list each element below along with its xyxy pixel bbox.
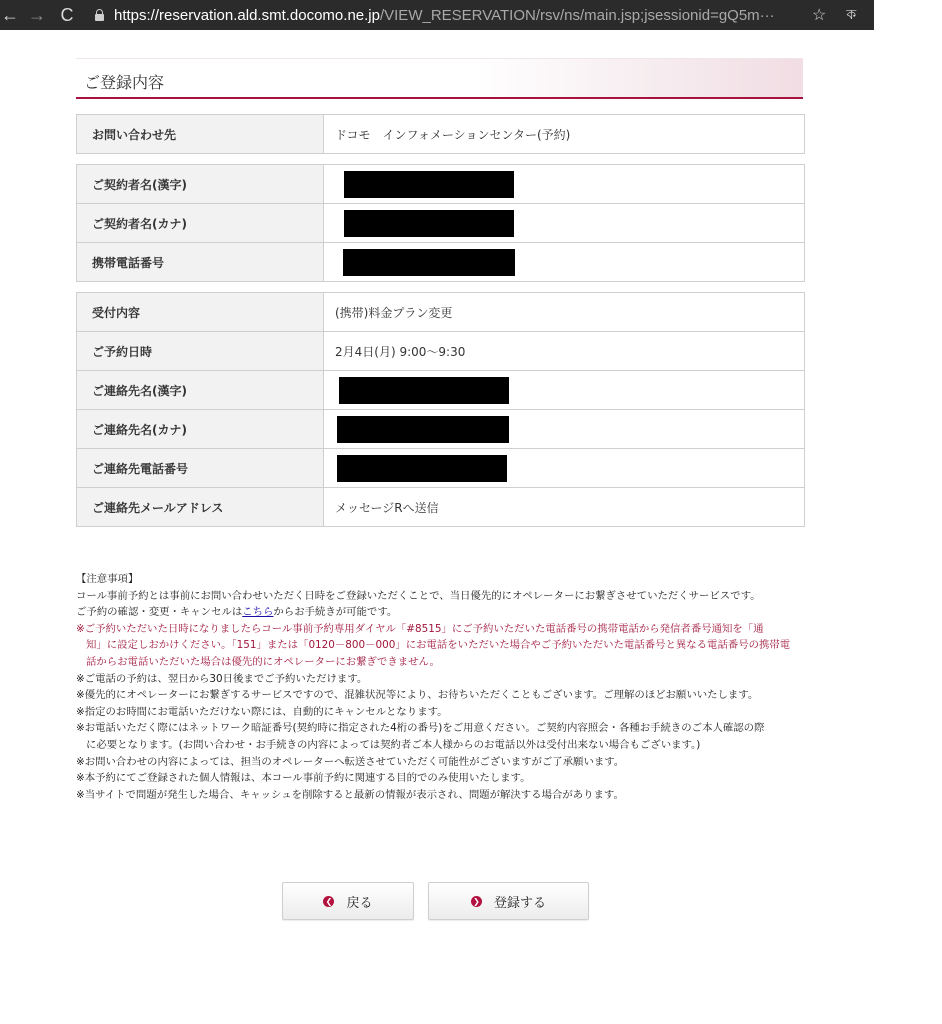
notes-heading: 【注意事項】 (76, 573, 139, 585)
back-button-label: 戻る (346, 895, 373, 911)
reservation-manage-link[interactable]: こちら (242, 606, 274, 619)
note-line (76, 604, 816, 621)
chevron-right-icon: ❯ (471, 896, 482, 907)
row-value (324, 371, 805, 410)
redacted-block (337, 455, 507, 482)
row-label: 受付内容 (77, 293, 324, 332)
table-row (77, 410, 805, 449)
row-value: ドコモ インフォメーションセンター(予約) (324, 115, 805, 154)
address-bar[interactable] (114, 7, 804, 24)
note-line: ※お電話いただく際にはネットワーク暗証番号(契約時に指定された4桁の番号)をご用意ください。ご契約内容照会・各種お手続きのご本人確認の際 (76, 722, 765, 735)
row-label: ご予約日時 (77, 332, 324, 371)
row-value (324, 449, 805, 488)
row-label: ご連絡先メールアドレス (77, 488, 324, 527)
redacted-block (339, 377, 509, 404)
url-host: https://reservation.ald.smt.docomo.ne.jp (114, 6, 380, 24)
table-row (77, 488, 805, 527)
lock-icon[interactable] (94, 9, 104, 21)
row-label: お問い合わせ先 (77, 115, 324, 154)
warning-line: 知」に設定しおかけください。「151」または「0120－800－000」にお電話をいただいた場合やご予約いただいた電話番号と異なる電話番号の携帯電 (86, 639, 791, 652)
redacted-block (344, 171, 514, 198)
back-button[interactable] (282, 882, 414, 920)
warning-line: 話からお電話いただいた場合は優先的にオペレーターにお繋ぎできません。 (86, 655, 440, 668)
table-row (77, 332, 805, 371)
row-value: メッセージRへ送信 (324, 488, 805, 527)
table-row (77, 449, 805, 488)
register-button-label: 登録する (493, 895, 546, 911)
register-button[interactable] (428, 882, 589, 920)
note-text: からお手続きが可能です。 (273, 606, 398, 619)
redacted-block (344, 210, 514, 237)
note-line: ※お問い合わせの内容によっては、担当のオペレーターへ転送させていただく可能性がございますがご了承願います。 (76, 755, 625, 768)
row-label: ご契約者名(カナ) (77, 204, 324, 243)
table-row (77, 293, 805, 332)
contract-table (76, 164, 805, 282)
reload-icon[interactable]: C (60, 4, 74, 25)
url-path: /VIEW_RESERVATION/rsv/ns/main.jsp;jsessionid=gQ5m··· (379, 6, 775, 24)
note-text: ご予約の確認・変更・キャンセルは (76, 606, 243, 619)
note-line: コール事前予約とは事前にお問い合わせいただく日時をご登録いただくことで、当日優先的にオペレーターにお繋ぎさせていただくサービスです。 (76, 589, 761, 602)
note-line: に必要となります。(お問い合わせ・お手続きの内容によっては契約者ご本人様からのお電話以外は受付出来ない場合もございます。) (86, 738, 701, 751)
row-value: (携帯)料金プラン変更 (324, 293, 805, 332)
table-row (77, 371, 805, 410)
row-label: ご連絡先名(漢字) (77, 371, 324, 410)
row-value (324, 204, 805, 243)
chevron-left-icon: ❮ (323, 896, 334, 907)
row-label: ご連絡先電話番号 (77, 449, 324, 488)
row-value (324, 243, 805, 282)
contact-table (76, 114, 805, 154)
table-row (77, 204, 805, 243)
redacted-block (343, 249, 515, 276)
row-value (324, 165, 805, 204)
row-label: 携帯電話番号 (77, 243, 324, 282)
row-label: ご契約者名(漢字) (77, 165, 324, 204)
row-value (324, 410, 805, 449)
back-arrow-icon[interactable]: ← (1, 4, 19, 25)
browser-toolbar (0, 0, 874, 30)
section-divider (76, 97, 803, 99)
note-line: ※ご電話の予約は、翌日から30日後までご予約いただけます。 (76, 672, 368, 685)
table-row (77, 165, 805, 204)
registration-content (76, 58, 805, 527)
table-row (77, 243, 805, 282)
row-label: ご連絡先名(カナ) (77, 410, 324, 449)
extension-icon[interactable]: ক (846, 6, 857, 22)
reservation-table (76, 292, 805, 527)
row-value: 2月4日(月) 9:00～9:30 (324, 332, 805, 371)
note-line: ※当サイトで問題が発生した場合、キャッシュを削除すると最新の情報が表示され、問題が解決する場合があります。 (76, 788, 624, 801)
note-line: ※指定のお時間にお電話いただけない際には、自動的にキャンセルとなります。 (76, 705, 448, 718)
warning-line: ※ご予約いただいた日時になりましたらコール事前予約専用ダイヤル「#8515」にご予約いただいた電話番号の携帯電話から発信者番号通知を「通 (76, 622, 764, 635)
note-line: ※優先的にオペレーターにお繋ぎするサービスですので、混雑状況等により、お待ちいただくこともございます。ご理解のほどお願いいたします。 (76, 689, 759, 702)
forward-arrow-icon[interactable]: → (28, 4, 46, 25)
section-title: ご登録内容 (84, 73, 165, 92)
table-row (77, 115, 805, 154)
bookmark-star-icon[interactable]: ☆ (812, 7, 827, 24)
redacted-block (337, 416, 509, 443)
section-header (76, 58, 803, 99)
note-line: ※本予約にてご登録された個人情報は、本コール事前予約に関連する目的でのみ使用いたします。 (76, 772, 531, 785)
notes-section (76, 571, 816, 803)
